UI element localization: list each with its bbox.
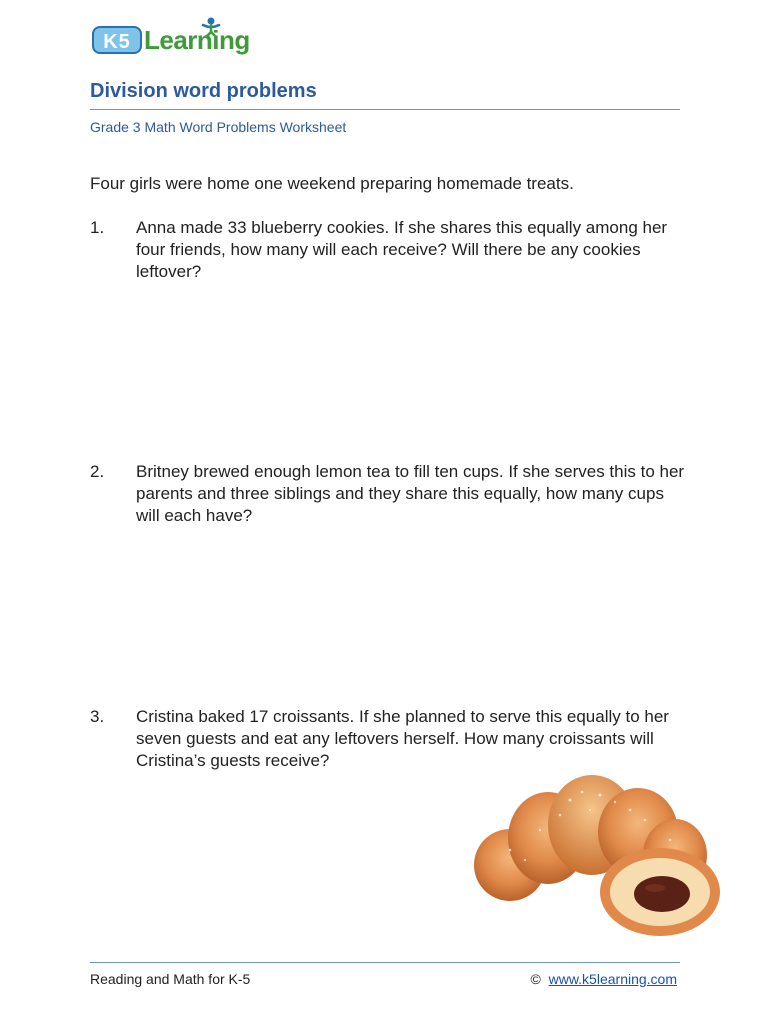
question-number: 2.	[90, 462, 105, 481]
logo-figure-icon	[200, 16, 222, 36]
website-link[interactable]: www.k5learning.com	[548, 971, 677, 987]
intro-text: Four girls were home one weekend preparing homemade treats.	[90, 174, 574, 193]
page-subtitle: Grade 3 Math Word Problems Worksheet	[90, 119, 347, 135]
question-number: 3.	[90, 707, 105, 726]
header-divider	[90, 109, 680, 110]
k5-learning-logo	[92, 16, 262, 60]
croissant-icon	[470, 770, 720, 940]
question-text: Britney brewed enough lemon tea to fill ten cups. If she serves this to her parents and three siblings and they share this equally, how many cups will each have?	[136, 462, 685, 525]
question-number: 1.	[90, 218, 105, 237]
question-text: Cristina baked 17 croissants. If she planned to serve this equally to her seven guests and eat any leftovers herself. How many croissants will Cristina’s guests receive?	[136, 707, 669, 770]
footer-divider	[90, 962, 680, 963]
copyright-symbol: ©	[530, 971, 541, 987]
page-title: Division word problems	[90, 80, 317, 102]
footer-copyright	[531, 971, 678, 987]
footer-tagline: Reading and Math for K-5	[90, 971, 251, 987]
question-text: Anna made 33 blueberry cookies. If she shares this equally among her four friends, how many will each receive? Will there be any cookies leftover?	[136, 218, 668, 281]
logo-badge: K5	[92, 26, 142, 54]
logo-wordmark: Learning	[144, 25, 250, 55]
